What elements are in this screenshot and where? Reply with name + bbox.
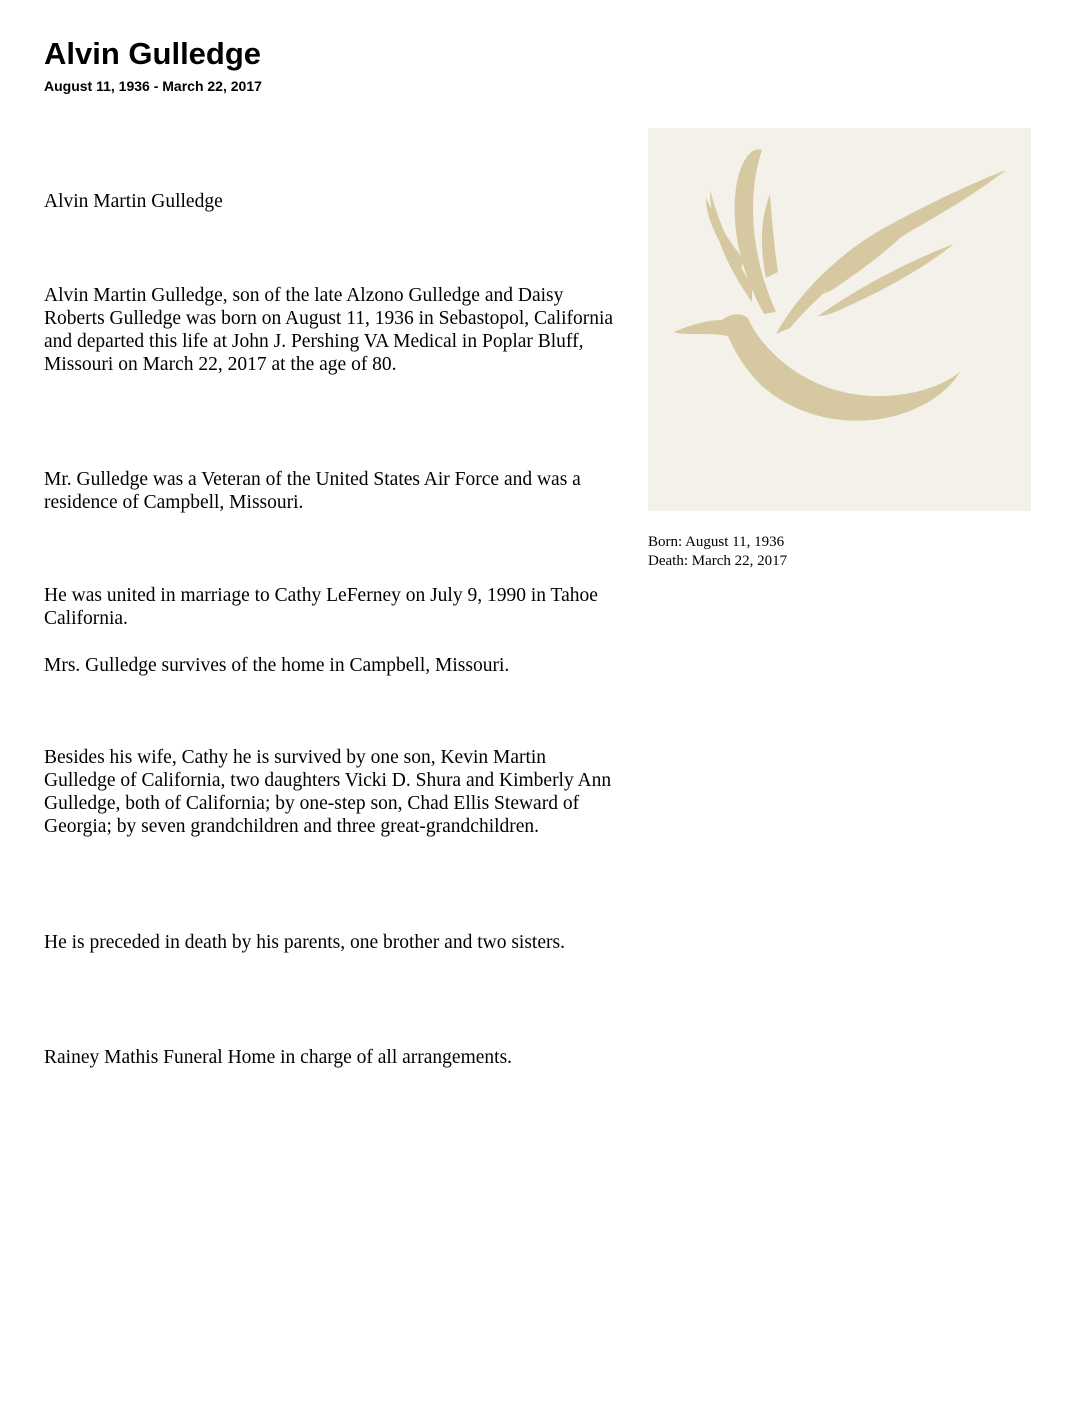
obituary-paragraph: Besides his wife, Cathy he is survived by one son, Kevin Martin Gulledge of California, two daughters Vicki D. Shura and Kimberly Ann Gulledge, both of California; by one-step son, Chad Ellis Steward of Georgia; by seven grandchildren and three great-grandchildren. xyxy=(44,747,612,837)
obituary-paragraph: Mrs. Gulledge survives of the home in Campbell, Missouri. xyxy=(44,655,510,676)
dove-icon xyxy=(648,128,1031,511)
memorial-image xyxy=(648,128,1031,511)
death-date: Death: March 22, 2017 xyxy=(648,553,788,569)
obituary-paragraph: Rainey Mathis Funeral Home in charge of all arrangements. xyxy=(44,1047,513,1068)
obituary-paragraph: He was united in marriage to Cathy LeFerney on July 9, 1990 in Tahoe California. xyxy=(44,585,598,629)
born-date: Born: August 11, 1936 xyxy=(648,534,785,550)
obituary-paragraph: Mr. Gulledge was a Veteran of the United States Air Force and was a residence of Campbell, Missouri. xyxy=(44,469,581,513)
page-title: Alvin Gulledge xyxy=(44,36,262,71)
obituary-paragraph: He is preceded in death by his parents, one brother and two sisters. xyxy=(44,932,565,953)
obituary-paragraph: Alvin Martin Gulledge, son of the late Alzono Gulledge and Daisy Roberts Gulledge was born on August 11, 1936 in Sebastopol, California and departed this life at John J. Pershing VA Medical in Poplar Bluff, Missouri on March 22, 2017 at the age of 80. xyxy=(44,285,614,375)
obituary-paragraph: Alvin Martin Gulledge xyxy=(44,191,223,212)
life-dates: August 11, 1936 - March 22, 2017 xyxy=(44,78,262,94)
